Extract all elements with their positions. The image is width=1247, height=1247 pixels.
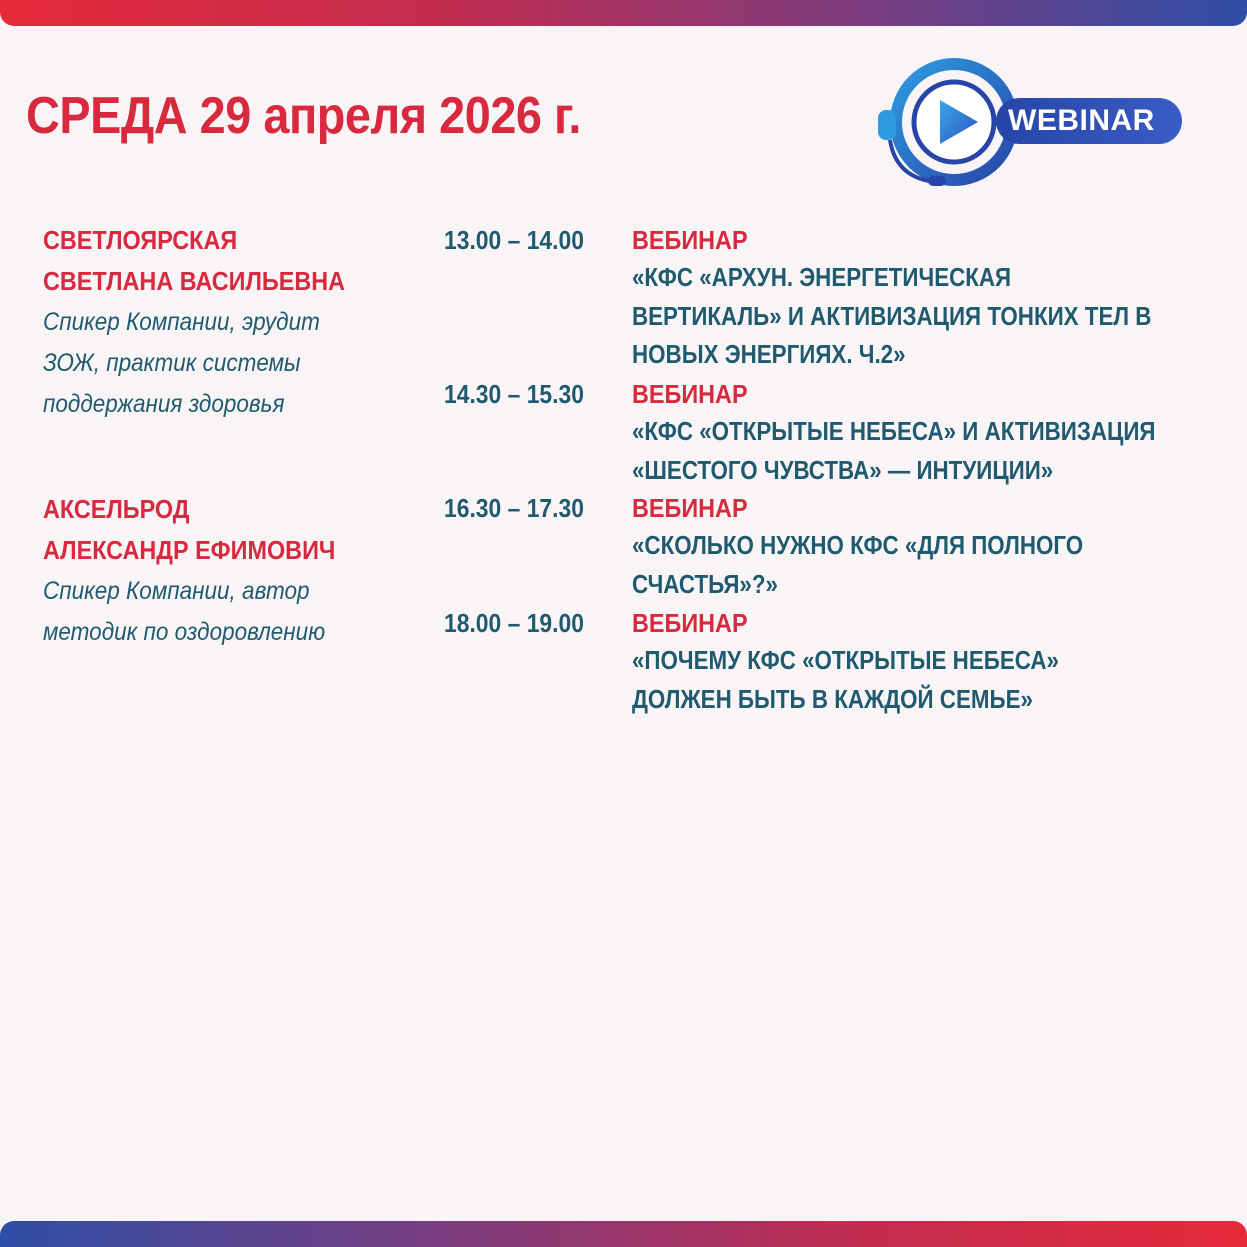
session-title: «СКОЛЬКО НУЖНО КФС «ДЛЯ ПОЛНОГО <box>632 530 1084 560</box>
speaker-description: Спикер Компании, эрудит <box>43 308 320 336</box>
session-title: «ПОЧЕМУ КФС «ОТКРЫТЫЕ НЕБЕСА» <box>632 645 1059 675</box>
webinar-logo-text: WEBINAR <box>1008 104 1155 137</box>
speaker-name: АЛЕКСАНДР ЕФИМОВИЧ <box>43 535 336 565</box>
speaker-description: поддержания здоровья <box>43 390 285 418</box>
session-title: ДОЛЖЕН БЫТЬ В КАЖДОЙ СЕМЬЕ» <box>632 683 1033 714</box>
session-title: «ШЕСТОГО ЧУВСТВА» — ИНТУИЦИИ» <box>632 454 1054 485</box>
session-block <box>632 376 1212 489</box>
session-title: «КФС «АРХУН. ЭНЕРГЕТИЧЕСКАЯ <box>632 262 1012 292</box>
speaker-description: ЗОЖ, практик системы <box>43 349 301 377</box>
session-block <box>632 605 1212 718</box>
top-gradient-bar <box>0 0 1247 26</box>
webinar-logo <box>870 54 1190 194</box>
session-type: ВЕБИНАР <box>632 225 748 255</box>
session-time: 13.00 – 14.00 <box>444 225 584 255</box>
session-block <box>632 222 1212 374</box>
speaker-description: Спикер Компании, автор <box>43 577 310 605</box>
session-title: СЧАСТЬЯ»?» <box>632 568 778 599</box>
speaker-description: методик по оздоровлению <box>43 618 326 646</box>
session-title: ВЕРТИКАЛЬ» И АКТИВИЗАЦИЯ ТОНКИХ ТЕЛ В <box>632 300 1152 331</box>
session-block <box>632 490 1212 603</box>
speaker-name: СВЕТЛАНА ВАСИЛЬЕВНА <box>43 266 346 296</box>
session-type: ВЕБИНАР <box>632 608 748 638</box>
session-time: 14.30 – 15.30 <box>444 379 584 409</box>
session-type: ВЕБИНАР <box>632 379 748 409</box>
bottom-gradient-bar <box>0 1221 1247 1247</box>
session-time: 18.00 – 19.00 <box>444 608 584 638</box>
speaker-block <box>43 220 423 425</box>
session-title: «КФС «ОТКРЫТЫЕ НЕБЕСА» И АКТИВИЗАЦИЯ <box>632 416 1156 446</box>
speaker-block <box>43 489 423 653</box>
session-title: НОВЫХ ЭНЕРГИЯХ. Ч.2» <box>632 339 906 369</box>
speaker-name: СВЕТЛОЯРСКАЯ <box>43 225 238 255</box>
speaker-name: АКСЕЛЬРОД <box>43 494 190 524</box>
session-type: ВЕБИНАР <box>632 493 748 523</box>
session-time: 16.30 – 17.30 <box>444 493 584 523</box>
page-title: СРЕДА 29 апреля 2026 г. <box>26 87 581 145</box>
